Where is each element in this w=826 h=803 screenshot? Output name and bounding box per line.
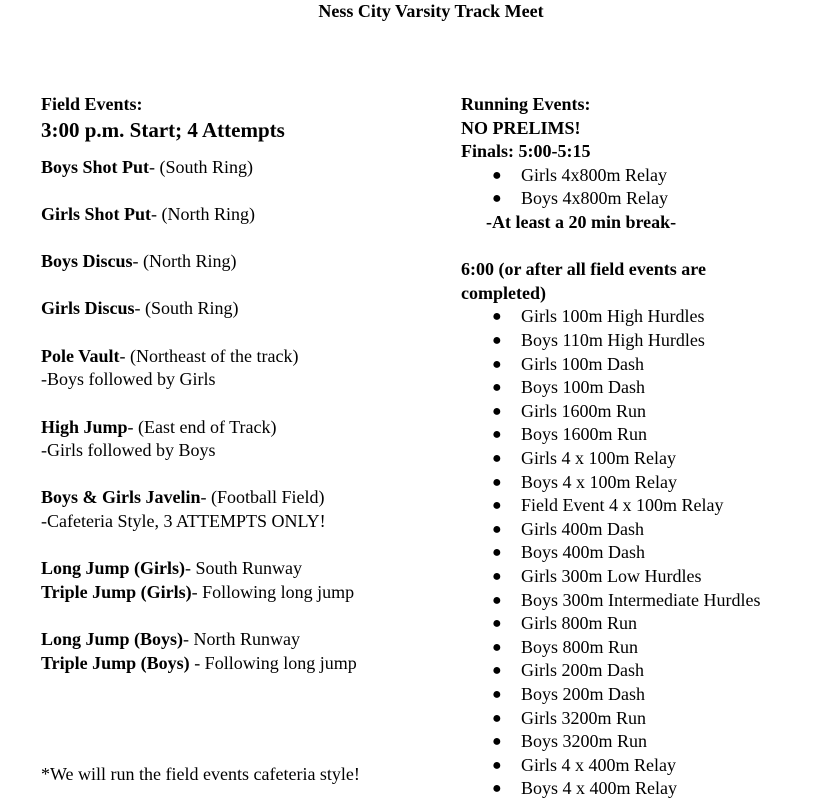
bullet-icon: ● (492, 450, 502, 467)
bullet-icon: ● (492, 166, 502, 184)
bullet-icon: ● (492, 685, 502, 703)
list-item (461, 707, 826, 731)
event-name: Girls 100m High Hurdles (521, 306, 705, 327)
bullet-icon: ● (492, 662, 502, 680)
event-name: Girls 800m Run (521, 613, 638, 634)
event-name: Triple Jump (Boys) (41, 652, 190, 673)
page-title: Ness City Varsity Track Meet (318, 1, 544, 21)
bullet-icon: ● (492, 332, 502, 350)
bullet-icon: ● (492, 733, 502, 751)
bullet-icon: ● (492, 520, 502, 538)
finals-time: Finals: 5:00-5:15 (461, 141, 591, 162)
bullet-icon: ● (492, 308, 502, 326)
event-name: Pole Vault (41, 345, 120, 366)
running-event-list (461, 305, 826, 800)
event-detail: - (South Ring) (149, 156, 254, 177)
event-name: Girls Discus (41, 298, 135, 319)
event-name: Boys 800m Run (521, 636, 639, 657)
event-name: Boys 300m Intermediate Hurdles (521, 589, 761, 610)
event-name: Girls 1600m Run (521, 400, 647, 421)
event-name: Girls 200m Dash (521, 660, 644, 681)
list-item (461, 589, 826, 613)
field-event (41, 581, 441, 605)
bullet-icon: ● (492, 473, 502, 491)
event-detail: - North Runway (183, 629, 301, 650)
bullet-icon: ● (492, 402, 502, 420)
field-events-column (41, 93, 441, 675)
event-detail: - (South Ring) (134, 298, 239, 319)
event-note: -Boys followed by Girls (41, 369, 216, 390)
list-item (461, 423, 826, 447)
field-event (41, 345, 441, 369)
list-item (461, 376, 826, 400)
event-name: Boys 110m High Hurdles (521, 330, 705, 351)
bullet-icon: ● (492, 567, 502, 585)
field-event (41, 297, 441, 321)
list-item (461, 494, 826, 518)
field-event (41, 203, 441, 227)
field-event (41, 486, 441, 510)
list-item (461, 730, 826, 754)
event-name: Boys Shot Put (41, 156, 150, 177)
field-event (41, 416, 441, 440)
bullet-icon: ● (492, 379, 502, 397)
event-detail: - (Football Field) (200, 487, 325, 508)
event-detail: - (North Ring) (151, 203, 255, 224)
bullet-icon: ● (492, 591, 502, 609)
field-event (41, 156, 441, 180)
event-name: Long Jump (Girls) (41, 558, 186, 579)
second-session-heading-cont: completed) (461, 282, 546, 303)
prelims-note: NO PRELIMS! (461, 117, 581, 138)
event-name: Girls 300m Low Hurdles (521, 565, 702, 586)
event-name: Boys 400m Dash (521, 542, 646, 563)
field-event (41, 557, 441, 581)
list-item (461, 187, 826, 211)
event-name: Boys 4x800m Relay (521, 188, 668, 209)
event-name: Boys 200m Dash (521, 683, 646, 704)
event-detail: - (North Ring) (132, 251, 237, 272)
event-name: Girls 4 x 400m Relay (521, 754, 676, 775)
list-item (461, 447, 826, 471)
event-name: Boys 4 x 400m Relay (521, 778, 677, 799)
bullet-icon: ● (492, 638, 502, 656)
list-item (461, 612, 826, 636)
bullet-icon: ● (492, 544, 502, 562)
list-item (461, 329, 826, 353)
field-events-start-time: 3:00 p.m. Start; 4 Attempts (41, 117, 285, 142)
bullet-icon: ● (492, 615, 502, 633)
list-item (461, 400, 826, 424)
list-item (461, 541, 826, 565)
list-item (461, 565, 826, 589)
bullet-icon: ● (492, 355, 502, 373)
event-name: Boys 100m Dash (521, 377, 646, 398)
bullet-icon: ● (492, 426, 502, 444)
list-item (461, 305, 826, 329)
event-name: Girls 4 x 100m Relay (521, 448, 676, 468)
event-name: Girls 4x800m Relay (521, 164, 667, 185)
event-detail: - (East end of Track) (127, 416, 277, 437)
event-detail: - (Northeast of the track) (119, 345, 299, 366)
event-name: High Jump (41, 416, 128, 437)
event-name: Boys 3200m Run (521, 731, 648, 752)
event-name: Girls 100m Dash (521, 353, 644, 374)
event-name: Boys 1600m Run (521, 424, 648, 445)
second-session-heading: 6:00 (or after all field events are (461, 259, 706, 280)
list-item (461, 518, 826, 542)
list-item (461, 777, 826, 801)
event-name: Girls 400m Dash (521, 518, 644, 539)
field-event (41, 652, 441, 676)
event-name: Triple Jump (Girls) (41, 581, 192, 602)
list-item (461, 353, 826, 377)
break-note: -At least a 20 min break- (486, 211, 677, 232)
bullet-icon: ● (492, 190, 502, 208)
field-event (41, 628, 441, 652)
event-name: Boys Discus (41, 251, 133, 272)
event-name: Long Jump (Boys) (41, 629, 184, 650)
event-detail: - Following long jump (191, 581, 355, 602)
bullet-icon: ● (492, 780, 502, 798)
field-event (41, 250, 441, 274)
event-detail: - Following long jump (189, 652, 357, 673)
running-events-heading: Running Events: (461, 94, 591, 114)
event-note: -Girls followed by Boys (41, 440, 216, 461)
list-item (461, 164, 826, 188)
event-name: Field Event 4 x 100m Relay (521, 495, 724, 516)
event-name: Girls 3200m Run (521, 707, 647, 728)
list-item (461, 754, 826, 778)
bullet-icon: ● (492, 497, 502, 515)
event-name: Boys 4 x 100m Relay (521, 471, 677, 492)
bullet-icon: ● (492, 709, 502, 727)
field-events-heading: Field Events: (41, 94, 143, 114)
footnote: *We will run the field events cafeteria style! (41, 764, 360, 784)
event-name: Boys & Girls Javelin (41, 487, 201, 508)
event-note: -Cafeteria Style, 3 ATTEMPTS ONLY! (41, 511, 326, 532)
finals-event-list (461, 164, 826, 211)
list-item (461, 636, 826, 660)
list-item (461, 471, 826, 495)
running-events-column (461, 93, 826, 801)
bullet-icon: ● (492, 756, 502, 774)
list-item (461, 683, 826, 707)
event-detail: - South Runway (185, 558, 303, 579)
list-item (461, 659, 826, 683)
event-name: Girls Shot Put (41, 203, 152, 224)
